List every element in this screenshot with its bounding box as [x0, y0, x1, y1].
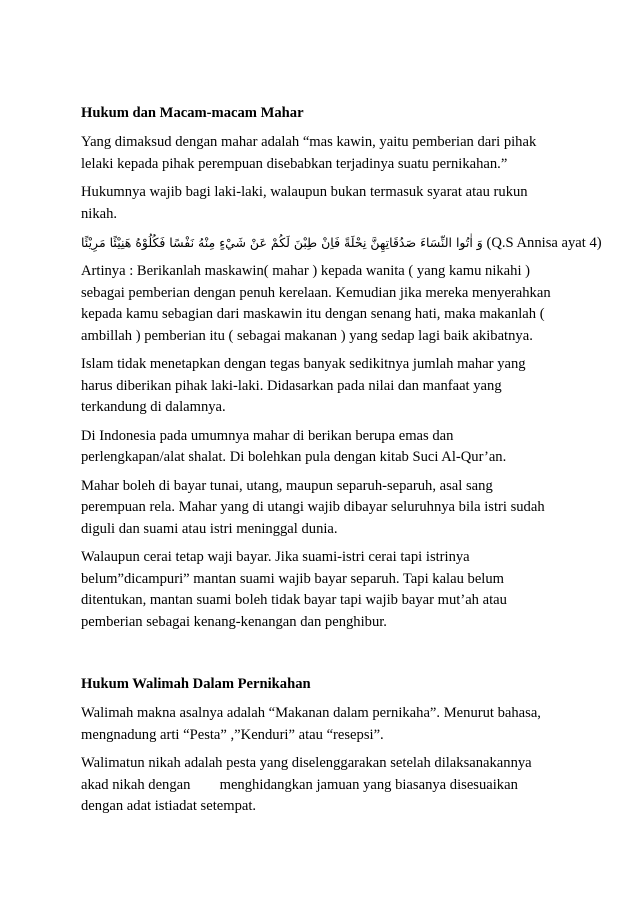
text-line: Walimah makna asalnya adalah “Makanan dalam pernikaha”. Menurut bahasa,	[81, 705, 541, 721]
text-line: Walimatun nikah adalah pesta yang diselenggarakan setelah dilaksanakannya	[81, 755, 532, 771]
paragraph-divorce	[81, 547, 566, 633]
section-spacer	[81, 640, 566, 674]
text-line: akad nikah dengan menghidangkan jamuan yang biasanya disesuaikan	[81, 776, 518, 793]
text-line: kepada kamu sebagian dari maskawin itu dengan senang hati, maka makanlah (	[81, 306, 545, 322]
text-line: terkandung di dalamnya.	[81, 399, 226, 415]
text-line: Yang dimaksud dengan mahar adalah “mas kawin, yaitu pemberian dari pihak	[81, 134, 537, 150]
text-line: diguli dan suami atau istri meninggal dunia.	[81, 520, 338, 537]
text-line: lelaki kepada pihak perempuan disebabkan terjadinya suatu pernikahan.”	[81, 155, 508, 172]
section-heading-mahar: Hukum dan Macam-macam Mahar	[81, 105, 304, 121]
text-line: pemberian sebagai kenang-kenangan dan penghibur.	[81, 613, 387, 630]
paragraph-law	[81, 182, 566, 225]
text-line: belum”dicampuri” mantan suami wajib bayar separuh. Tapi kalau belum	[81, 570, 505, 587]
paragraph-walimatun-nikah	[81, 753, 566, 818]
text-line: sebagai pemberian dengan penuh kerelaan. Kemudian jika mereka menyerahkan	[81, 284, 551, 301]
text-line: ambillah ) pemberian itu ( sebagai makanan ) yang sedap lagi baik akibatnya.	[81, 327, 533, 344]
quran-verse-arabic: وَ اٰتُوا النِّسَاءَ صَدُقَاتِهِنَّ نِحْلَةً فَاِنْ طِبْنَ لَكُمْ عَنْ شَيْءٍ مِنْهُ نَفْسًا فَكُلُوْهُ هَنِيْئًا مَرِيْئًا	[81, 235, 483, 250]
document-body	[81, 103, 602, 825]
text-line: nikah.	[81, 205, 118, 222]
paragraph-payment	[81, 476, 566, 541]
quran-verse-reference: (Q.S Annisa ayat 4)	[486, 235, 602, 251]
text-line: Walaupun cerai tetap waji bayar. Jika suami-istri cerai tapi istrinya	[81, 549, 470, 565]
quran-verse-row	[81, 232, 602, 254]
paragraph-definition	[81, 132, 566, 175]
paragraph-walimah-meaning	[81, 703, 566, 746]
paragraph-translation	[81, 261, 566, 347]
text-line: Hukumnya wajib bagi laki-laki, walaupun bukan termasuk syarat atau rukun	[81, 184, 528, 200]
text-line: Islam tidak menetapkan dengan tegas banyak sedikitnya jumlah mahar yang	[81, 356, 526, 372]
text-line: mengnadung arti “Pesta” ,”Kenduri” atau “resepsi”.	[81, 726, 384, 743]
text-line: Di Indonesia pada umumnya mahar di berikan berupa emas dan	[81, 427, 454, 444]
text-line: Artinya : Berikanlah maskawin( mahar ) kepada wanita ( yang kamu nikahi )	[81, 263, 531, 279]
paragraph-amount	[81, 354, 566, 419]
section-heading-walimah: Hukum Walimah Dalam Pernikahan	[81, 676, 311, 692]
text-line: dengan adat istiadat setempat.	[81, 798, 257, 814]
text-line: ditentukan, mantan suami boleh tidak bayar tapi wajib bayar mut’ah atau	[81, 592, 507, 608]
text-line: harus diberikan pihak laki-laki. Didasarkan pada nilai dan manfaat yang	[81, 377, 502, 394]
text-line: perempuan rela. Mahar yang di utangi wajib dibayar seluruhnya bila istri sudah	[81, 499, 545, 515]
text-line: perlengkapan/alat shalat. Di bolehkan pula dengan kitab Suci Al-Qur’an.	[81, 449, 507, 465]
paragraph-indonesia	[81, 426, 566, 469]
text-line: Mahar boleh di bayar tunai, utang, maupun separuh-separuh, asal sang	[81, 477, 493, 494]
